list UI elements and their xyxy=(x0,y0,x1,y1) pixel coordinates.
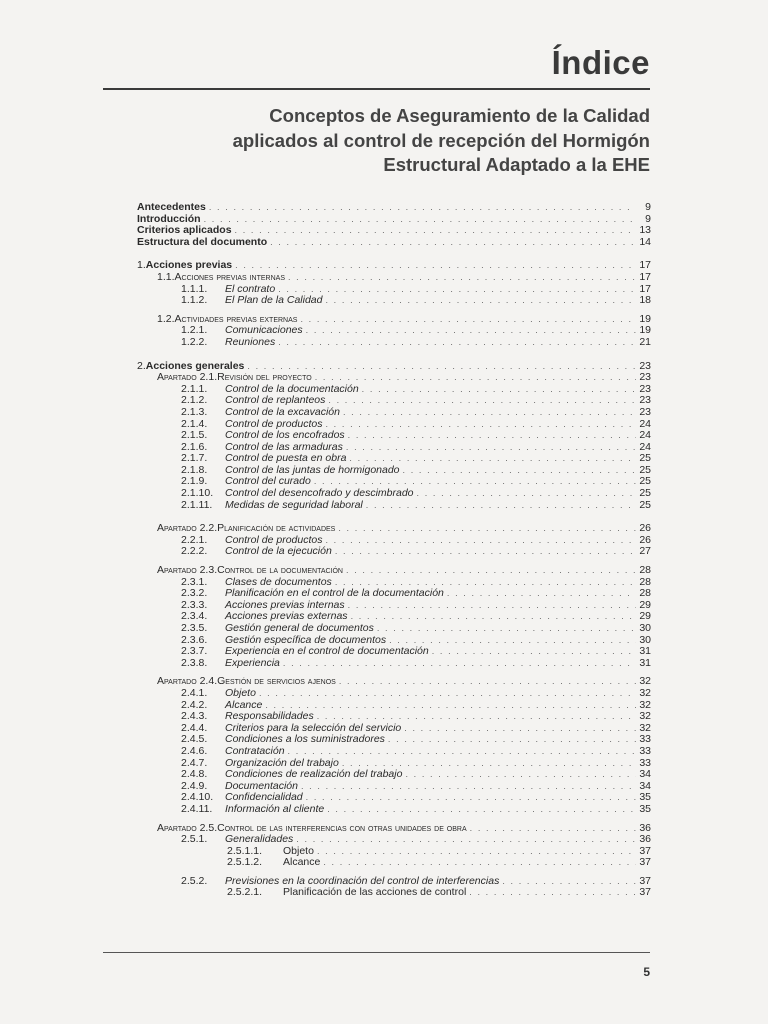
toc-entry[interactable] xyxy=(137,746,651,758)
toc-entry-page: 18 xyxy=(639,294,651,307)
toc-entry[interactable] xyxy=(137,237,651,249)
toc-entry-page: 24 xyxy=(639,417,651,430)
document-subtitle xyxy=(90,104,650,178)
toc-entry-label: Control del curado xyxy=(225,475,311,488)
toc-entry-label: Responsabilidades xyxy=(225,710,314,723)
toc-entry-label: Reuniones xyxy=(225,335,276,348)
toc-entry-label: Criterios para la selección del servicio xyxy=(225,721,402,734)
toc-leader-dots xyxy=(278,337,636,349)
toc-entry[interactable] xyxy=(137,823,651,835)
toc-entry-number: 2.4.7. xyxy=(181,756,208,769)
toc-entry[interactable] xyxy=(137,688,651,700)
toc-leader-dots xyxy=(301,781,636,793)
toc-leader-dots xyxy=(235,260,636,272)
toc-leader-dots xyxy=(346,442,636,454)
toc-entry-number: 2. xyxy=(137,359,146,372)
toc-entry-number: 2.4.2. xyxy=(181,698,208,711)
toc-entry-label: Condiciones a los suministradores xyxy=(225,733,385,746)
toc-entry-number: 2.3.8. xyxy=(181,656,208,669)
toc-leader-dots xyxy=(323,857,636,869)
toc-entry-label: Objeto xyxy=(225,686,256,699)
toc-leader-dots xyxy=(306,325,636,337)
toc-entry[interactable] xyxy=(137,781,651,793)
toc-entry-page: 32 xyxy=(639,721,651,734)
toc-entry-page: 25 xyxy=(639,452,651,465)
toc-entry-page: 36 xyxy=(639,821,651,834)
toc-entry-page: 29 xyxy=(639,610,651,623)
toc-leader-dots xyxy=(283,658,636,670)
toc-entry-number: 2.5.1.2. xyxy=(227,856,263,869)
toc-entry-label: Criterios aplicados xyxy=(137,224,232,237)
toc-entry[interactable] xyxy=(137,600,651,612)
toc-entry[interactable] xyxy=(137,723,651,735)
toc-entry-number: 2.1.8. xyxy=(181,463,208,476)
toc-entry-number: Apartado 2.2. xyxy=(157,522,218,535)
toc-entry-number: Apartado 2.5. xyxy=(157,821,218,834)
toc-entry-label: Documentación xyxy=(225,779,298,792)
toc-entry[interactable] xyxy=(137,314,651,326)
toc-entry-number: 2.1.7. xyxy=(181,452,208,465)
toc-entry-page: 19 xyxy=(639,312,651,325)
toc-entry-label: Alcance xyxy=(225,698,263,711)
toc-leader-dots xyxy=(447,588,636,600)
toc-entry-number: 2.1.4. xyxy=(181,417,208,430)
toc-entry-label: Alcance xyxy=(283,856,321,869)
toc-entry-page: 29 xyxy=(639,598,651,611)
toc-entry-number: 2.4.5. xyxy=(181,733,208,746)
toc-entry-label: Acciones previas internas xyxy=(174,270,285,283)
table-of-contents xyxy=(137,202,651,899)
toc-entry-label: Actividades previas externas xyxy=(174,312,298,325)
toc-entry-page: 31 xyxy=(639,656,651,669)
toc-leader-dots xyxy=(325,419,636,431)
toc-entry-number: 2.3.1. xyxy=(181,575,208,588)
toc-leader-dots xyxy=(346,565,636,577)
toc-entry-number: 2.2.1. xyxy=(181,533,208,546)
toc-leader-dots xyxy=(278,284,636,296)
toc-leader-dots xyxy=(325,535,636,547)
toc-leader-dots xyxy=(317,846,636,858)
toc-leader-dots xyxy=(338,523,636,535)
toc-entry[interactable] xyxy=(137,769,651,781)
toc-entry-number: 1.1.1. xyxy=(181,282,208,295)
toc-entry-label: Control de la documentación xyxy=(217,564,343,577)
toc-entry-page: 23 xyxy=(639,405,651,418)
toc-entry-label: Comunicaciones xyxy=(225,324,303,337)
toc-leader-dots xyxy=(265,700,636,712)
toc-leader-dots xyxy=(404,723,636,735)
toc-entry-number: 2.2.2. xyxy=(181,545,208,558)
toc-entry[interactable] xyxy=(137,588,651,600)
toc-entry-label: Control de la excavación xyxy=(225,405,340,418)
toc-entry[interactable] xyxy=(137,442,651,454)
toc-entry-number: 2.3.6. xyxy=(181,633,208,646)
toc-leader-dots xyxy=(388,734,636,746)
toc-entry-number: Apartado 2.4. xyxy=(157,675,218,688)
toc-entry-page: 25 xyxy=(639,487,651,500)
toc-entry-number: 2.4.10. xyxy=(181,791,214,804)
toc-entry-page: 34 xyxy=(639,768,651,781)
toc-entry-page: 25 xyxy=(639,475,651,488)
toc-entry-label: Gestión específica de documentos xyxy=(225,633,387,646)
toc-entry[interactable] xyxy=(137,804,651,816)
toc-leader-dots xyxy=(209,202,636,214)
toc-entry-label: Control de las armaduras xyxy=(225,440,343,453)
toc-entry-page: 19 xyxy=(639,324,651,337)
toc-entry-number: 1.2.1. xyxy=(181,324,208,337)
toc-entry-page: 9 xyxy=(645,201,651,213)
toc-entry[interactable] xyxy=(137,734,651,746)
toc-entry[interactable] xyxy=(137,202,651,214)
toc-entry-page: 24 xyxy=(639,440,651,453)
toc-leader-dots xyxy=(432,646,636,658)
toc-entry-number: 2.4.9. xyxy=(181,779,208,792)
toc-entry-number: 2.4.3. xyxy=(181,710,208,723)
toc-leader-dots xyxy=(306,792,636,804)
toc-entry-label: Estructura del documento xyxy=(137,235,268,248)
toc-entry-page: 33 xyxy=(639,744,651,757)
toc-entry-page: 14 xyxy=(639,235,651,248)
title-rule xyxy=(103,88,650,90)
toc-entry-label: Acciones generales xyxy=(145,359,245,372)
toc-entry-label: El contrato xyxy=(225,282,276,295)
toc-leader-dots xyxy=(288,746,636,758)
footer-rule xyxy=(103,952,650,953)
toc-leader-dots xyxy=(469,887,636,899)
toc-entry-page: 23 xyxy=(639,371,651,384)
toc-entry[interactable] xyxy=(137,887,651,899)
toc-leader-dots xyxy=(296,834,636,846)
toc-entry-page: 17 xyxy=(639,259,651,272)
toc-entry-page: 23 xyxy=(639,382,651,395)
toc-entry-label: Información al cliente xyxy=(225,802,325,815)
toc-entry-page: 17 xyxy=(639,282,651,295)
page-title: Índice xyxy=(551,44,650,81)
toc-entry-page: 13 xyxy=(639,224,651,237)
toc-entry-page: 28 xyxy=(639,564,651,577)
toc-spacer xyxy=(137,349,651,361)
toc-entry-label: Control de productos xyxy=(225,533,323,546)
toc-entry-label: Organización del trabajo xyxy=(225,756,339,769)
toc-entry-page: 24 xyxy=(639,429,651,442)
toc-entry-page: 32 xyxy=(639,710,651,723)
page-number: 5 xyxy=(643,965,650,979)
toc-entry-page: 34 xyxy=(639,779,651,792)
toc-entry-label: Condiciones de realización del trabajo xyxy=(225,768,403,781)
toc-entry[interactable] xyxy=(137,372,651,384)
toc-leader-dots xyxy=(327,804,636,816)
toc-entry-label: Planificación de actividades xyxy=(217,522,336,535)
toc-entry-label: Generalidades xyxy=(225,833,294,846)
toc-entry[interactable] xyxy=(137,465,651,477)
toc-leader-dots xyxy=(348,600,636,612)
toc-leader-dots xyxy=(300,314,636,326)
toc-entry-number: 2.5.1.1. xyxy=(227,844,263,857)
toc-entry[interactable] xyxy=(137,546,651,558)
toc-entry[interactable] xyxy=(137,623,651,635)
toc-entry-label: Contratación xyxy=(225,744,285,757)
toc-entry-number: 2.4.4. xyxy=(181,721,208,734)
toc-entry-label: Experiencia xyxy=(225,656,280,669)
toc-entry-number: 2.3.4. xyxy=(181,610,208,623)
toc-entry-number: 2.5.1. xyxy=(181,833,208,846)
toc-entry[interactable] xyxy=(137,295,651,307)
toc-entry[interactable] xyxy=(137,658,651,670)
toc-entry-label: Control de puesta en obra xyxy=(225,452,347,465)
toc-entry[interactable] xyxy=(137,676,651,688)
toc-leader-dots xyxy=(362,384,636,396)
toc-entry-page: 30 xyxy=(639,633,651,646)
toc-entry[interactable] xyxy=(137,834,651,846)
toc-entry[interactable] xyxy=(137,700,651,712)
toc-entry-number: 2.4.1. xyxy=(181,686,208,699)
toc-entry-page: 37 xyxy=(639,874,651,887)
toc-leader-dots xyxy=(351,611,636,623)
toc-entry[interactable] xyxy=(137,384,651,396)
toc-leader-dots xyxy=(403,465,636,477)
toc-entry-page: 37 xyxy=(639,886,651,899)
toc-entry[interactable] xyxy=(137,535,651,547)
toc-entry[interactable] xyxy=(137,500,651,512)
toc-entry-page: 23 xyxy=(639,359,651,372)
toc-entry[interactable] xyxy=(137,846,651,858)
toc-entry-page: 30 xyxy=(639,622,651,634)
toc-entry-number: 2.1.6. xyxy=(181,440,208,453)
toc-entry[interactable] xyxy=(137,430,651,442)
toc-entry-page: 21 xyxy=(639,335,651,348)
toc-entry-label: Planificación de las acciones de control xyxy=(283,886,467,899)
toc-entry-label: Acciones previas externas xyxy=(225,610,348,623)
toc-entry-page: 27 xyxy=(639,545,651,558)
toc-entry-number: 2.4.6. xyxy=(181,744,208,757)
toc-entry[interactable] xyxy=(137,419,651,431)
toc-entry[interactable] xyxy=(137,488,651,500)
toc-entry-label: Control de la ejecución xyxy=(225,545,332,558)
toc-entry-label: Experiencia en el control de documentación xyxy=(225,645,429,658)
toc-leader-dots xyxy=(204,214,636,226)
toc-entry-page: 33 xyxy=(639,733,651,746)
subtitle-line: aplicados al control de recepción del Hormigón xyxy=(232,129,650,151)
toc-entry-label: Revisión del proyecto xyxy=(217,371,312,384)
toc-entry-label: Control de los encofrados xyxy=(225,429,345,442)
toc-entry-label: Control de la documentación xyxy=(225,382,359,395)
toc-entry-number: 1. xyxy=(137,259,146,272)
toc-entry-number: 1.1. xyxy=(157,270,175,283)
toc-leader-dots xyxy=(502,876,636,888)
toc-entry-number: 2.3.2. xyxy=(181,587,208,600)
toc-entry[interactable] xyxy=(137,646,651,658)
toc-entry-page: 33 xyxy=(639,756,651,769)
toc-entry-label: Introducción xyxy=(137,212,201,225)
toc-entry[interactable] xyxy=(137,407,651,419)
toc-entry[interactable] xyxy=(137,395,651,407)
toc-entry-number: 2.1.2. xyxy=(181,394,208,407)
toc-entry-page: 32 xyxy=(639,686,651,699)
toc-leader-dots xyxy=(325,295,636,307)
toc-leader-dots xyxy=(317,711,636,723)
toc-leader-dots xyxy=(235,225,636,237)
toc-entry-number: 2.3.7. xyxy=(181,645,208,658)
toc-entry-page: 31 xyxy=(639,645,651,658)
toc-entry-label: Control de productos xyxy=(225,417,323,430)
toc-leader-dots xyxy=(405,769,636,781)
toc-entry-label: Acciones previas xyxy=(145,259,233,272)
toc-entry-page: 35 xyxy=(639,802,651,815)
toc-entry-label: Medidas de seguridad laboral xyxy=(225,498,363,511)
toc-leader-dots xyxy=(348,430,636,442)
toc-entry-page: 26 xyxy=(639,522,651,535)
subtitle-line: Conceptos de Aseguramiento de la Calidad xyxy=(269,105,650,126)
toc-entry-label: Control del desencofrado y descimbrado xyxy=(225,487,414,500)
toc-entry-page: 37 xyxy=(639,844,651,857)
toc-entry-label: Acciones previas internas xyxy=(225,598,345,611)
toc-entry-number: 2.1.10. xyxy=(181,487,214,500)
toc-entry-page: 25 xyxy=(639,498,651,511)
toc-entry-page: 32 xyxy=(639,675,651,688)
toc-entry[interactable] xyxy=(137,711,651,723)
toc-entry-number: 2.4.11. xyxy=(181,802,213,815)
toc-entry[interactable] xyxy=(137,611,651,623)
toc-leader-dots xyxy=(315,372,636,384)
toc-entry-page: 36 xyxy=(639,833,651,846)
toc-entry-page: 32 xyxy=(639,698,651,711)
toc-entry[interactable] xyxy=(137,792,651,804)
toc-entry-page: 28 xyxy=(639,575,651,588)
toc-entry-page: 37 xyxy=(639,856,651,869)
toc-entry-number: 2.1.11. xyxy=(181,498,213,511)
toc-entry-label: Control de replanteos xyxy=(225,394,326,407)
toc-entry-label: Control de las juntas de hormigonado xyxy=(225,463,400,476)
toc-entry-page: 23 xyxy=(639,394,651,407)
toc-entry-label: Antecedentes xyxy=(137,201,206,213)
toc-leader-dots xyxy=(417,488,636,500)
toc-entry-page: 35 xyxy=(639,791,651,804)
toc-entry-page: 28 xyxy=(639,587,651,600)
toc-entry[interactable] xyxy=(137,284,651,296)
toc-leader-dots xyxy=(328,395,636,407)
toc-entry-number: 2.4.8. xyxy=(181,768,208,781)
toc-leader-dots xyxy=(343,407,636,419)
toc-entry-number: 1.2.2. xyxy=(181,335,208,348)
toc-entry-number: 2.3.5. xyxy=(181,622,208,634)
toc-leader-dots xyxy=(366,500,636,512)
toc-entry-number: 2.5.2. xyxy=(181,874,208,887)
toc-entry-number: Apartado 2.3. xyxy=(157,564,218,577)
toc-entry-number: 2.1.5. xyxy=(181,429,208,442)
toc-entry-page: 9 xyxy=(645,212,651,225)
toc-leader-dots xyxy=(335,546,636,558)
toc-entry-number: 2.1.9. xyxy=(181,475,208,488)
toc-entry-number: 2.1.3. xyxy=(181,405,208,418)
toc-entry[interactable] xyxy=(137,337,651,349)
toc-entry-page: 17 xyxy=(639,270,651,283)
toc-leader-dots xyxy=(270,237,636,249)
toc-entry[interactable] xyxy=(137,325,651,337)
toc-entry-label: Clases de documentos xyxy=(225,575,332,588)
toc-entry-number: 1.1.2. xyxy=(181,294,208,307)
toc-leader-dots xyxy=(377,623,636,635)
toc-entry-label: Confidencialidad xyxy=(225,791,303,804)
toc-entry-label: Gestión de servicios ajenos xyxy=(217,675,336,688)
toc-leader-dots xyxy=(288,272,636,284)
toc-entry-number: Apartado 2.1. xyxy=(157,371,218,384)
toc-entry[interactable] xyxy=(137,272,651,284)
toc-entry[interactable] xyxy=(137,523,651,535)
toc-leader-dots xyxy=(339,676,636,688)
toc-entry-number: 2.5.2.1. xyxy=(227,886,263,899)
toc-entry-label: Control de las interferencias con otras unidades de obra xyxy=(217,821,467,834)
toc-entry-label: El Plan de la Calidad xyxy=(225,294,323,307)
toc-entry[interactable] xyxy=(137,565,651,577)
toc-entry-label: Gestión general de documentos xyxy=(225,622,374,634)
toc-leader-dots xyxy=(470,823,636,835)
toc-entry-label: Objeto xyxy=(283,844,314,857)
toc-entry[interactable] xyxy=(137,857,651,869)
subtitle-line: Estructural Adaptado a la EHE xyxy=(383,154,650,175)
toc-entry-page: 26 xyxy=(639,533,651,546)
toc-entry-number: 2.1.1. xyxy=(181,382,208,395)
toc-entry-label: Planificación en el control de la documentación xyxy=(225,587,444,600)
toc-entry-page: 25 xyxy=(639,463,651,476)
toc-leader-dots xyxy=(259,688,636,700)
toc-entry-number: 1.2. xyxy=(157,312,175,325)
toc-entry-label: Previsiones en la coordinación del control de interferencias xyxy=(225,874,500,887)
toc-entry-number: 2.3.3. xyxy=(181,598,208,611)
